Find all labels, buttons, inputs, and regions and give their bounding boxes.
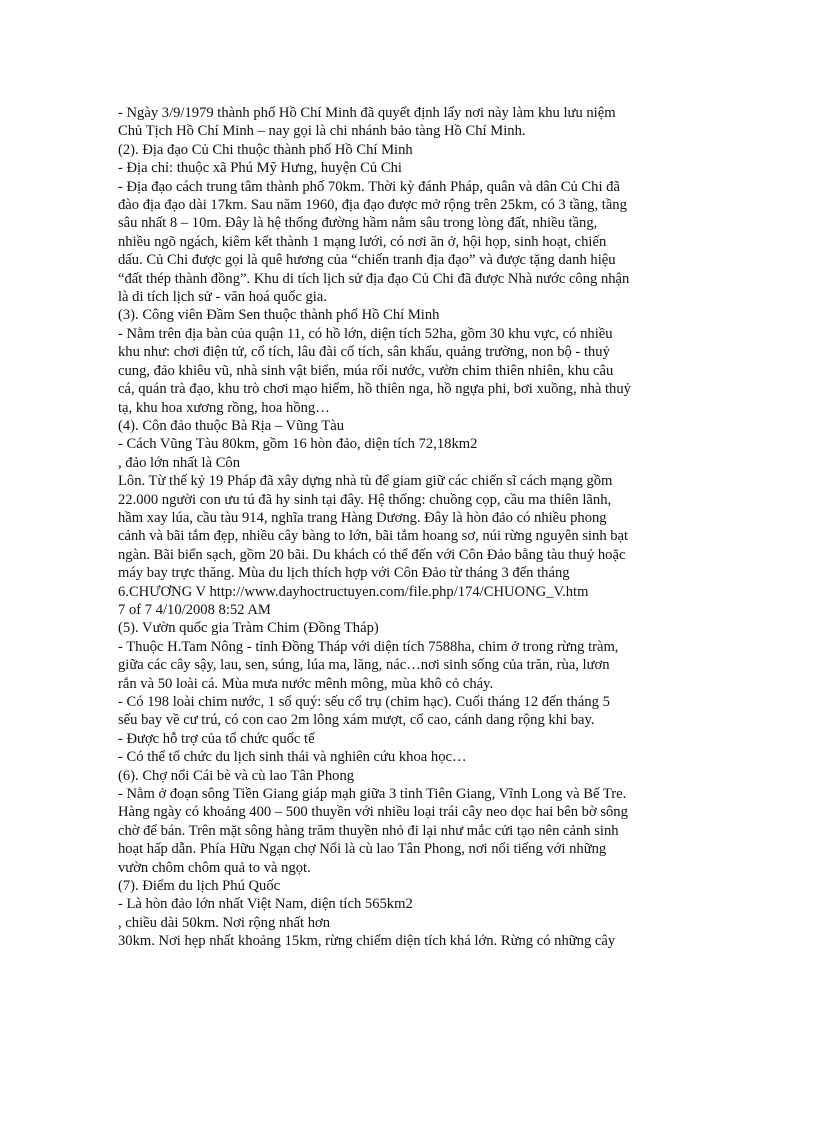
text-line: - Nằm ở đoạn sông Tiền Giang giáp mạh giữa 3 tỉnh Tiên Giang, Vĩnh Long và Bế Tre. xyxy=(118,786,627,803)
text-line: Lôn. Từ thế kỷ 19 Pháp đã xây dựng nhà tù để giam giữ các chiến sĩ cách mạng gồm xyxy=(118,473,613,490)
text-line: sâu nhất 8 – 10m. Đây là hệ thống đường hầm nằm sâu trong lòng đất, nhiều tầng, xyxy=(118,215,598,232)
text-line: (4). Côn đảo thuộc Bà Rịa – Vũng Tàu xyxy=(118,417,345,434)
text-line: rắn và 50 loài cá. Mùa mưa nước mênh mông, mùa khô cỏ cháy. xyxy=(118,675,494,692)
text-line: đào địa đạo dài 17km. Sau năm 1960, địa đạo được mở rộng trên 25km, có 3 tầng, tầng xyxy=(118,197,627,214)
text-line: - Ngày 3/9/1979 thành phố Hồ Chí Minh đã quyết định lấy nơi này làm khu lưu niệm xyxy=(118,105,616,121)
text-line: , chiều dài 50km. Nơi rộng nhất hơn xyxy=(118,914,331,931)
text-line: (7). Điểm du lịch Phú Quốc xyxy=(118,878,281,895)
text-line: máy bay trực thăng. Mùa du lịch thích hợp với Côn Đảo từ tháng 3 đến tháng xyxy=(118,565,570,582)
text-line: - Địa chỉ: thuộc xã Phú Mỹ Hưng, huyện Củ Chi xyxy=(118,160,402,177)
text-line: , đảo lớn nhất là Côn xyxy=(118,454,241,471)
text-line: 30km. Nơi hẹp nhất khoảng 15km, rừng chiếm diện tích khá lớn. Rừng có những cây xyxy=(118,933,616,950)
text-line: (3). Công viên Đầm Sen thuộc thành phố Hồ Chí Minh xyxy=(118,307,440,324)
text-line: ngàn. Bãi biển sạch, gồm 20 bãi. Du khách có thể đến với Côn Đảo bằng tàu thuỷ hoặc xyxy=(118,546,626,563)
text-line: - Cách Vũng Tàu 80km, gồm 16 hòn đảo, diện tích 72,18km2 xyxy=(118,436,478,453)
text-line: 22.000 người con ưu tú đã hy sinh tại đây. Hệ thống: chuồng cọp, cầu ma thiên lãnh, xyxy=(118,491,612,508)
text-line: hầm xay lúa, cầu tàu 914, nghĩa trang Hàng Dương. Đây là hòn đảo có nhiều phong xyxy=(118,509,607,526)
text-line: - Địa đạo cách trung tâm thành phố 70km. Thời kỳ đánh Pháp, quân và dân Củ Chi đã xyxy=(118,178,620,195)
text-line: (2). Địa đạo Củ Chi thuộc thành phố Hồ Chí Minh xyxy=(118,141,413,158)
text-line: - Là hòn đảo lớn nhất Việt Nam, diện tích 565km2 xyxy=(118,896,413,913)
text-line: vườn chôm chôm quả to và ngọt. xyxy=(118,859,311,876)
text-line: nhiều ngõ ngách, kiêm kết thành 1 mạng lưới, có nơi ăn ở, hội họp, sinh hoạt, chiến xyxy=(118,233,607,250)
text-line: dấu. Củ Chi được gọi là quê hương của “chiến tranh địa đạo” và được tặng danh hiệu xyxy=(118,252,616,269)
text-line: sếu bay về cư trú, có con cao 2m lông xám mượt, cổ cao, cánh dang rộng khi bay. xyxy=(118,712,595,729)
text-line: hoạt hấp dẫn. Phía Hữu Ngạn chợ Nổi là cù lao Tân Phong, nơi nổi tiếng với những xyxy=(118,841,607,858)
text-line: Chủ Tịch Hồ Chí Minh – nay gọi là chi nhánh bảo tàng Hồ Chí Minh. xyxy=(118,123,526,140)
text-line: cung, đảo khiêu vũ, nhà sinh vật biển, múa rối nước, vườn chim thiên nhiên, khu câu xyxy=(118,362,614,379)
text-line: 7 of 7 4/10/2008 8:52 AM xyxy=(118,601,271,618)
document-page xyxy=(118,104,698,951)
text-line: cá, quán trà đạo, khu trò chơi mạo hiểm, hồ thiên nga, hồ ngựa phi, bơi xuồng, nhà thuỷ xyxy=(118,381,631,398)
text-line: tạ, khu hoa xương rồng, hoa hồng… xyxy=(118,399,330,416)
text-line: là di tích lịch sử - văn hoá quốc gia. xyxy=(118,289,327,306)
text-line: - Thuộc H.Tam Nông - tỉnh Đồng Tháp với diện tích 7588ha, chim ở trong rừng tràm, xyxy=(118,638,619,655)
text-line: 6.CHƯƠNG V http://www.dayhoctructuyen.com/file.php/174/CHUONG_V.htm xyxy=(118,583,589,600)
text-line: - Được hỗ trợ của tổ chức quốc tế xyxy=(118,730,315,747)
text-line: (5). Vườn quốc gia Tràm Chim (Đồng Tháp) xyxy=(118,620,379,637)
text-line: - Có thể tổ chức du lịch sinh thái và nghiên cứu khoa học… xyxy=(118,749,467,766)
text-line: cảnh và bãi tắm đẹp, nhiều cây bàng to lớn, bãi tắm hoang sơ, núi rừng nguyên sinh bạt xyxy=(118,528,629,545)
text-line: “đất thép thành đồng”. Khu di tích lịch sử địa đạo Củ Chi đã được Nhà nước công nhận xyxy=(118,270,630,287)
text-line: - Có 198 loài chim nước, 1 số quý: sếu cổ trụ (chim hạc). Cuối tháng 12 đến tháng 5 xyxy=(118,694,610,710)
text-line: chờ để bán. Trên mặt sông hàng trăm thuyền nhỏ đi lại như mắc cửi tạo nên cảnh sinh xyxy=(118,822,619,839)
text-line: khu như: chơi điện tử, cổ tích, lâu đài cổ tích, sân khấu, quảng trường, non bộ - thuỷ xyxy=(118,344,610,361)
text-line: (6). Chợ nổi Cái bè và cù lao Tân Phong xyxy=(118,767,355,784)
text-line: - Nằm trên địa bàn của quận 11, có hồ lớn, diện tích 52ha, gồm 30 khu vực, có nhiều xyxy=(118,325,613,342)
text-line: Hàng ngày có khoảng 400 – 500 thuyền với nhiều loại trái cây neo dọc hai bên bờ sông xyxy=(118,804,628,821)
text-line: giữa các cây sậy, lau, sen, súng, lúa ma, lăng, nác…nơi sinh sống của trăn, rùa, lươn xyxy=(118,657,610,674)
